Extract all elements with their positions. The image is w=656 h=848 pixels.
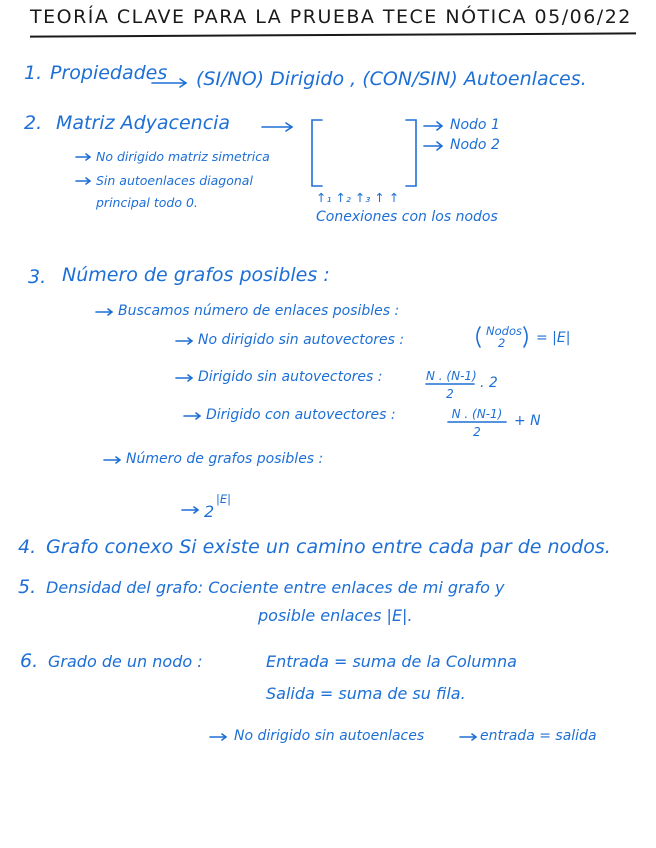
- case-3-rhs: + N: [514, 413, 541, 429]
- count-heading: Número de grafos posibles :: [126, 451, 324, 467]
- item-2-label: Matriz Adyacencia: [56, 112, 231, 134]
- case-2-numerator: N . (N-1): [426, 369, 477, 383]
- right-bracket: [406, 120, 416, 186]
- matrix-row-label-1: Nodo 1: [450, 117, 500, 133]
- arrow-icon: [182, 507, 198, 513]
- count-exponent: |E|: [216, 492, 232, 506]
- arrow-icon: [424, 122, 442, 130]
- left-bracket: [312, 120, 322, 186]
- arrow-icon: [176, 338, 192, 344]
- arrow-icon: [104, 457, 120, 463]
- item-5-line-1: Densidad del grafo: Cociente entre enlaces de mi grafo y: [46, 578, 505, 597]
- item-6-number: 6.: [20, 650, 39, 672]
- case-1-binom-bottom: 2: [498, 336, 506, 350]
- arrow-icon: [262, 123, 292, 131]
- arrow-icon: [460, 734, 476, 740]
- item-1-label: Propiedades: [50, 62, 168, 84]
- count-base: 2: [204, 502, 215, 521]
- case-2-rhs: . 2: [480, 375, 498, 391]
- item-3-subheading: Buscamos número de enlaces posibles :: [118, 303, 400, 319]
- arrow-icon: [424, 142, 442, 150]
- item-5-number: 5.: [18, 576, 37, 598]
- item-1-text: (SI/NO) Dirigido , (CON/SIN) Autoenlaces.: [196, 68, 587, 90]
- item-6-note-right: entrada = salida: [480, 728, 597, 744]
- case-2-label: Dirigido sin autovectores :: [198, 369, 383, 385]
- item-3-label: Número de grafos posibles :: [62, 264, 330, 286]
- arrow-icon: [210, 734, 226, 740]
- matrix-column-arrows: ↑₁ ↑₂ ↑₃ ↑ ↑: [316, 190, 400, 205]
- arrow-icon: [76, 178, 90, 184]
- item-2-note-1: No dirigido matriz simetrica: [96, 149, 270, 164]
- item-6-note-left: No dirigido sin autoenlaces: [234, 728, 425, 744]
- matrix-column-caption: Conexiones con los nodos: [316, 209, 498, 225]
- item-2-number: 2.: [24, 112, 43, 134]
- item-4-number: 4.: [18, 536, 37, 558]
- matrix-row-label-2: Nodo 2: [450, 137, 500, 153]
- case-3-denominator: 2: [473, 425, 481, 439]
- case-1-label: No dirigido sin autovectores :: [198, 332, 405, 348]
- case-3-label: Dirigido con autovectores :: [206, 407, 396, 423]
- case-2-denominator: 2: [446, 387, 454, 401]
- item-6-label: Grado de un nodo :: [48, 652, 203, 671]
- item-2-note-3: principal todo 0.: [96, 195, 198, 210]
- item-3-number: 3.: [28, 266, 47, 288]
- arrow-icon: [176, 375, 192, 381]
- item-4-text: Grafo conexo Si existe un camino entre cada par de nodos.: [46, 536, 611, 558]
- arrow-icon: [96, 309, 112, 315]
- arrow-icon: [184, 413, 200, 419]
- arrow-icon: [76, 154, 90, 160]
- case-3-numerator: N . (N-1): [451, 407, 503, 421]
- item-2-note-2: Sin autoenlaces diagonal: [96, 173, 253, 188]
- case-1-binom-top: Nodos: [486, 324, 522, 338]
- item-6-salida: Salida = suma de su fila.: [266, 684, 466, 703]
- page-title: TEORÍA CLAVE PARA LA PRUEBA TECE NÓTICA 05/06/22: [30, 6, 632, 28]
- item-1-number: 1.: [24, 62, 43, 84]
- case-1-rhs: = |E|: [536, 330, 571, 346]
- item-6-entrada: Entrada = suma de la Columna: [266, 652, 517, 671]
- item-5-line-2: posible enlaces |E|.: [258, 606, 413, 625]
